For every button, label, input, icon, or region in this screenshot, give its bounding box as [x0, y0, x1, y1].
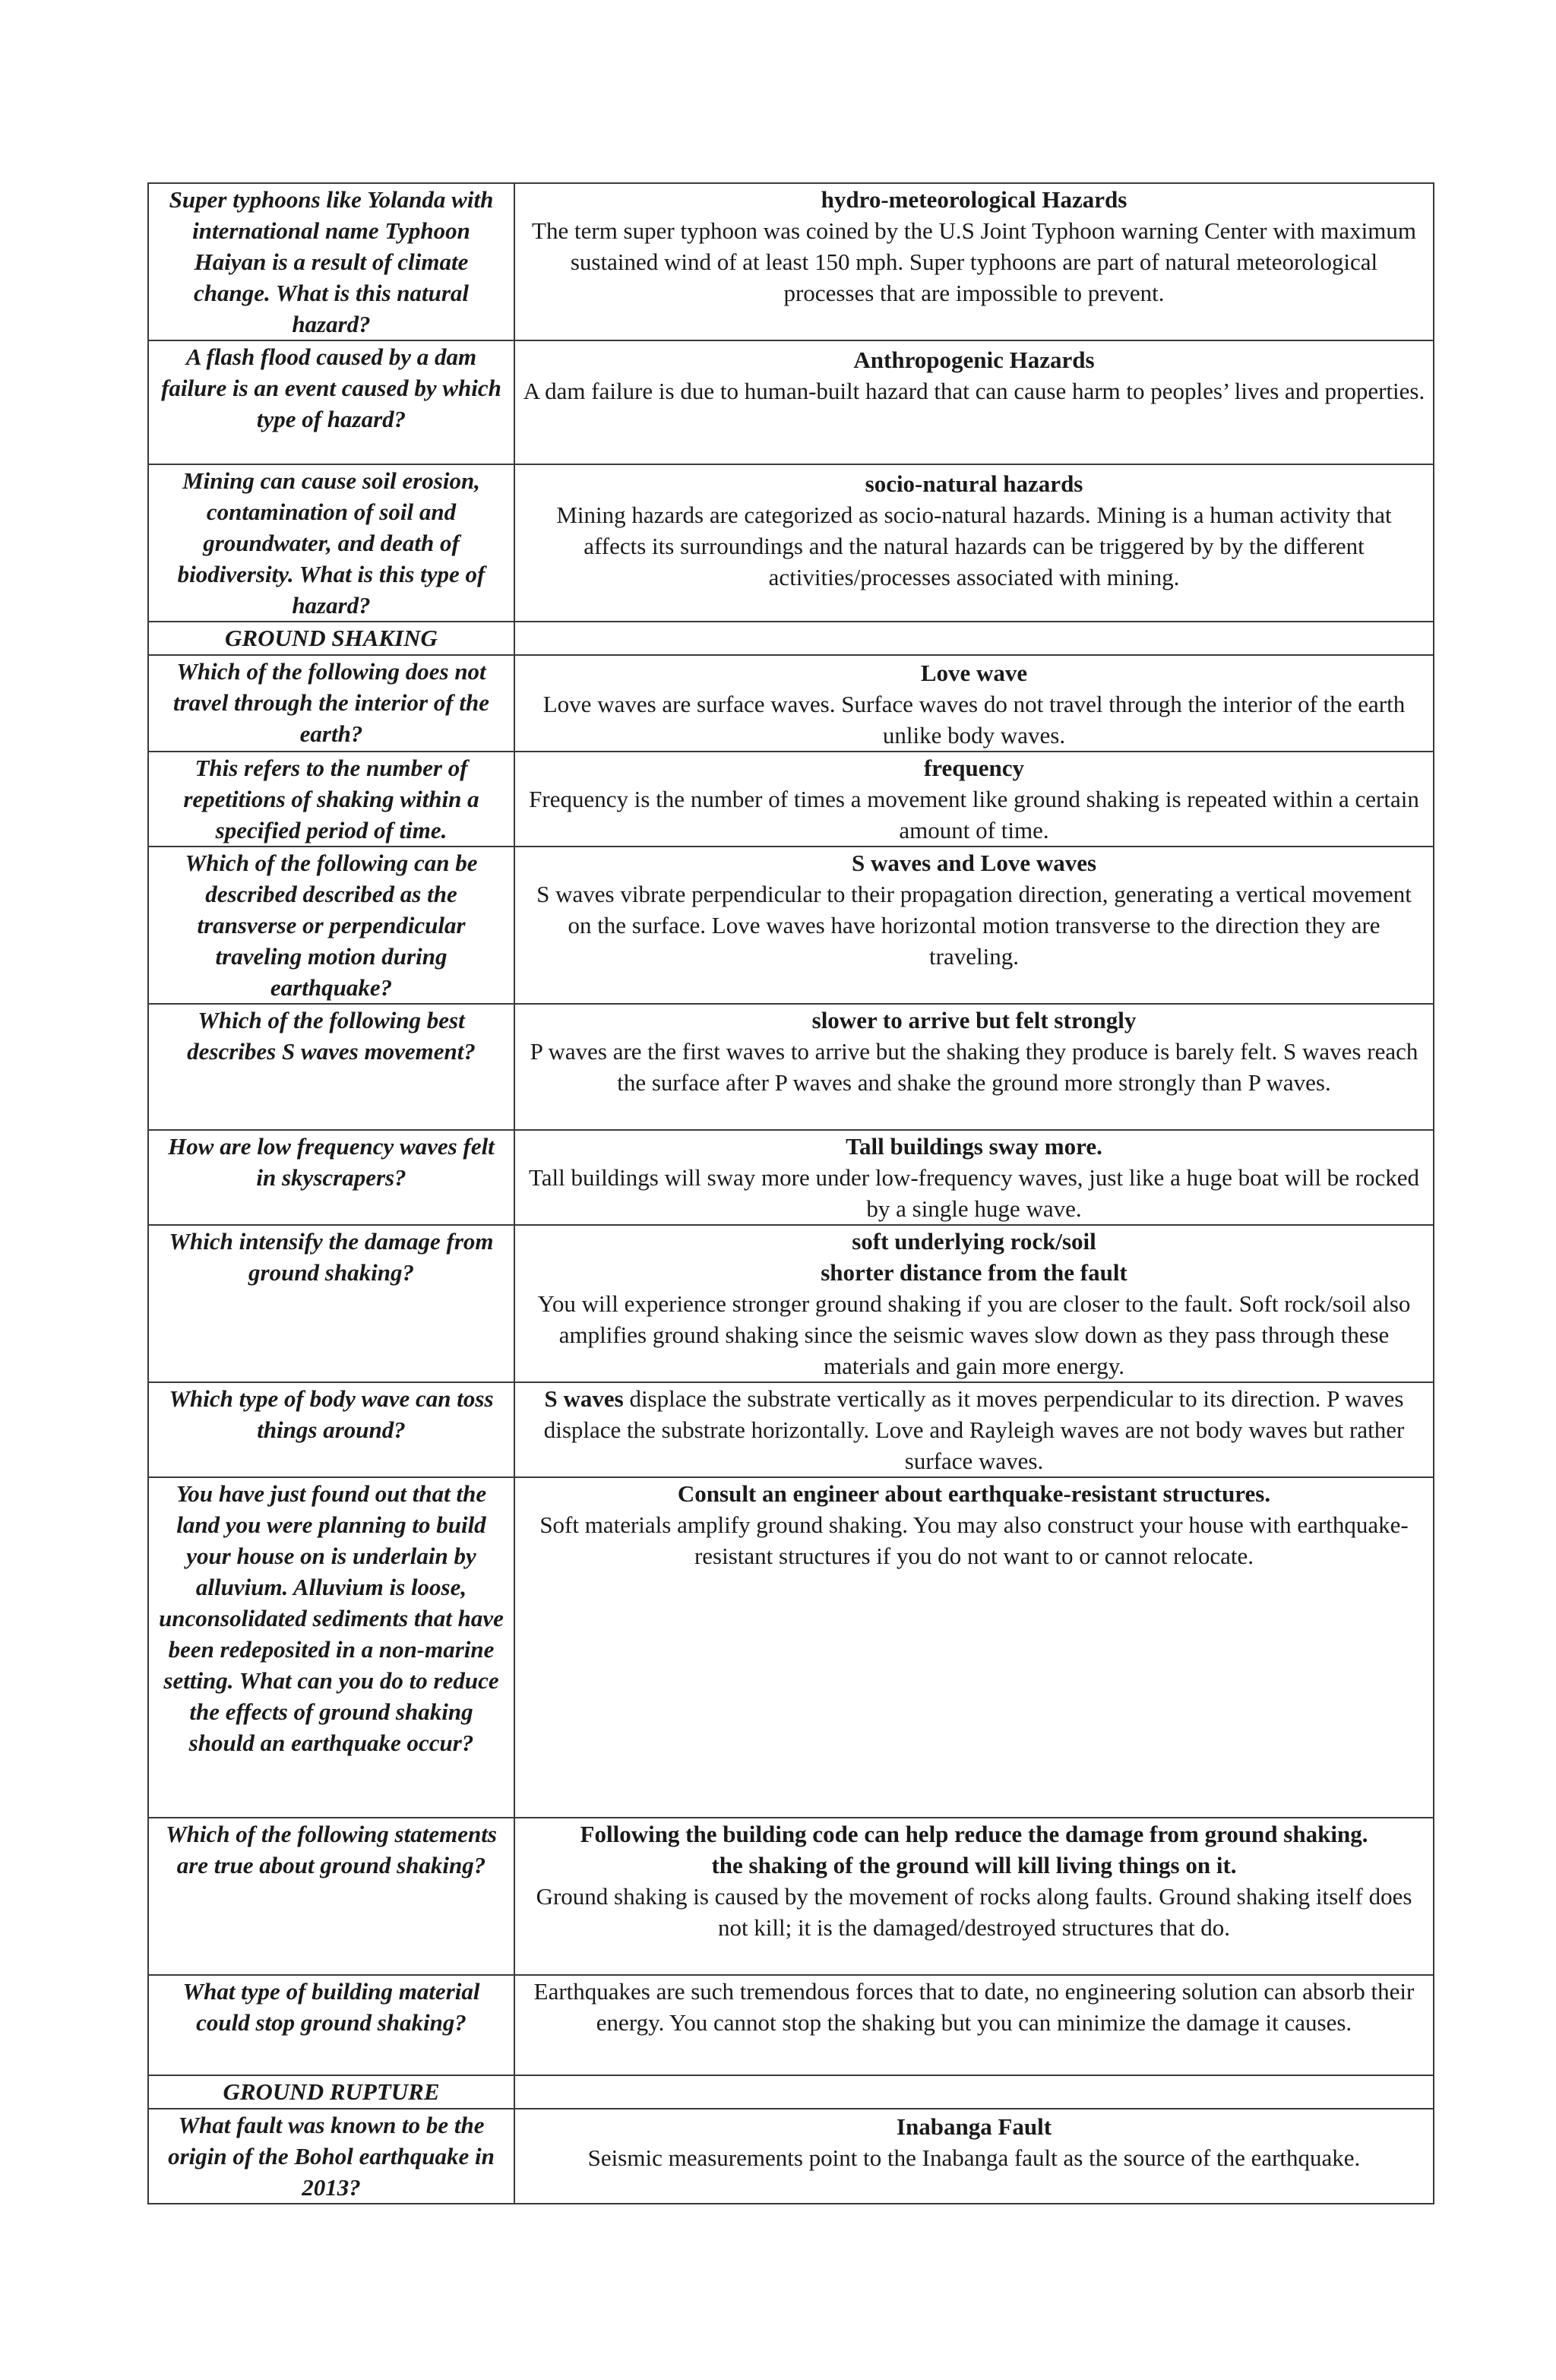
explanation-text: S waves vibrate perpendicular to their propagation direction, generating a vertical movement on the surface. Love waves have horizontal motion transverse to the direction they are traveling.	[536, 881, 1412, 970]
answer-cell	[514, 1225, 1434, 1382]
question-cell: Mining can cause soil erosion, contamination of soil and groundwater, and death of biodiversity. What is this type of hazard?	[148, 464, 514, 622]
qa-table	[147, 182, 1434, 2204]
question-cell: Which of the following can be described described as the transverse or perpendicular traveling motion during earthquake?	[148, 847, 514, 1004]
answer-text: slower to arrive but felt strongly	[811, 1007, 1137, 1033]
explanation-text: Mining hazards are categorized as socio-natural hazards. Mining is a human activity that affects its surroundings and the natural hazards can be triggered by by the different activities/processes associated with mining.	[556, 502, 1392, 590]
question-cell: What type of building material could stop ground shaking?	[148, 1975, 514, 2075]
answer-text: soft underlying rock/soil	[852, 1228, 1096, 1255]
answer-cell	[514, 1382, 1434, 1477]
answer-cell	[514, 183, 1434, 340]
explanation-text: Seismic measurements point to the Inabanga fault as the source of the earthquake.	[587, 2144, 1361, 2171]
question-cell: How are low frequency waves felt in skyscrapers?	[148, 1130, 514, 1225]
answer-cell	[514, 847, 1434, 1004]
question-cell: Which of the following best describes S waves movement?	[148, 1004, 514, 1130]
section-heading: GROUND RUPTURE	[148, 2075, 514, 2109]
answer-text: socio-natural hazards	[865, 470, 1083, 497]
answer-text: frequency	[923, 755, 1025, 781]
table-row	[148, 1818, 1434, 1975]
table-row	[148, 1975, 1434, 2075]
answer-text: Love wave	[920, 660, 1028, 686]
section-heading: GROUND SHAKING	[148, 622, 514, 655]
explanation-text: A dam failure is due to human-built hazard that can cause harm to peoples’ lives and properties.	[523, 378, 1425, 404]
answer-text-secondary: shorter distance from the fault	[821, 1259, 1127, 1286]
explanation-text: Frequency is the number of times a movement like ground shaking is repeated within a certain amount of time.	[529, 786, 1419, 843]
question-cell: Which of the following statements are true about ground shaking?	[148, 1818, 514, 1975]
section-row	[148, 622, 1434, 655]
table-row	[148, 340, 1434, 464]
answer-text: Tall buildings sway more.	[846, 1133, 1102, 1160]
table-row	[148, 655, 1434, 752]
question-cell: Which of the following does not travel through the interior of the earth?	[148, 655, 514, 752]
answer-cell	[514, 1818, 1434, 1975]
answer-text: Anthropogenic Hazards	[853, 347, 1095, 373]
question-cell: You have just found out that the land you were planning to build your house on is underlain by alluvium. Alluvium is loose, unconsolidated sediments that have been redeposited in a non-marine setting. What can you do to reduce the effects of ground shaking should an earthquake occur?	[148, 1477, 514, 1818]
answer-cell	[514, 1004, 1434, 1130]
question-cell: Super typhoons like Yolanda with international name Typhoon Haiyan is a result of climate change. What is this natural hazard?	[148, 183, 514, 340]
answer-text: S waves and Love waves	[851, 850, 1097, 876]
answer-cell	[514, 2109, 1434, 2204]
table-row	[148, 2109, 1434, 2204]
section-row	[148, 2075, 1434, 2109]
empty-cell	[514, 2075, 1434, 2109]
answer-cell	[514, 752, 1434, 847]
question-cell: What fault was known to be the origin of the Bohol earthquake in 2013?	[148, 2109, 514, 2204]
answer-text-secondary: the shaking of the ground will kill living things on it.	[711, 1852, 1237, 1878]
answer-cell	[514, 1975, 1434, 2075]
question-cell: Which type of body wave can toss things around?	[148, 1382, 514, 1477]
explanation-text: The term super typhoon was coined by the U.S Joint Typhoon warning Center with maximum sustained wind of at least 150 mph. Super typhoons are part of natural meteorological processes that are impossible to prevent.	[532, 217, 1416, 306]
table-row	[148, 1225, 1434, 1382]
question-cell: This refers to the number of repetitions of shaking within a specified period of time.	[148, 752, 514, 847]
explanation-text: P waves are the first waves to arrive but the shaking they produce is barely felt. S waves reach the surface after P waves and shake the ground more strongly than P waves.	[530, 1038, 1418, 1096]
question-cell: Which intensify the damage from ground shaking?	[148, 1225, 514, 1382]
explanation-text	[523, 1383, 1425, 1476]
table-row	[148, 183, 1434, 340]
answer-cell	[514, 464, 1434, 622]
answer-text: Following the building code can help reduce the damage from ground shaking.	[580, 1821, 1368, 1847]
table-row	[148, 752, 1434, 847]
answer-text: hydro-meteorological Hazards	[821, 186, 1127, 213]
table-row	[148, 1477, 1434, 1818]
answer-cell	[514, 655, 1434, 752]
answer-cell	[514, 1477, 1434, 1818]
table-row	[148, 1130, 1434, 1225]
explanation-text: Earthquakes are such tremendous forces that to date, no engineering solution can absorb their energy. You cannot stop the shaking but you can minimize the damage it causes.	[533, 1978, 1415, 2036]
table-row	[148, 464, 1434, 622]
answer-lead-text: S waves	[544, 1385, 624, 1412]
explanation-text: Soft materials amplify ground shaking. You may also construct your house with earthquake-resistant structures if you do not want to or cannot relocate.	[539, 1511, 1409, 1569]
answer-cell	[514, 340, 1434, 464]
answer-text: Inabanga Fault	[896, 2113, 1052, 2140]
explanation-text: Love waves are surface waves. Surface waves do not travel through the interior of the earth unlike body waves.	[542, 691, 1406, 748]
explanation-text: You will experience stronger ground shaking if you are closer to the fault. Soft rock/soil also amplifies ground shaking since the seismic waves slow down as they pass through these materials and gain more energy.	[537, 1290, 1411, 1379]
explanation-body: displace the substrate vertically as it moves perpendicular to its direction. P waves displace the substrate horizontally. Love and Rayleigh waves are not body waves but rather surface waves.	[543, 1385, 1405, 1474]
explanation-text: Ground shaking is caused by the movement of rocks along faults. Ground shaking itself does not kill; it is the damaged/destroyed structures that do.	[536, 1883, 1412, 1941]
answer-text: Consult an engineer about earthquake-resistant structures.	[677, 1480, 1271, 1507]
table-row	[148, 1004, 1434, 1130]
answer-cell	[514, 1130, 1434, 1225]
empty-cell	[514, 622, 1434, 655]
explanation-text: Tall buildings will sway more under low-frequency waves, just like a huge boat will be rocked by a single huge wave.	[528, 1164, 1420, 1222]
question-cell: A flash flood caused by a dam failure is an event caused by which type of hazard?	[148, 340, 514, 464]
table-row	[148, 847, 1434, 1004]
table-row	[148, 1382, 1434, 1477]
